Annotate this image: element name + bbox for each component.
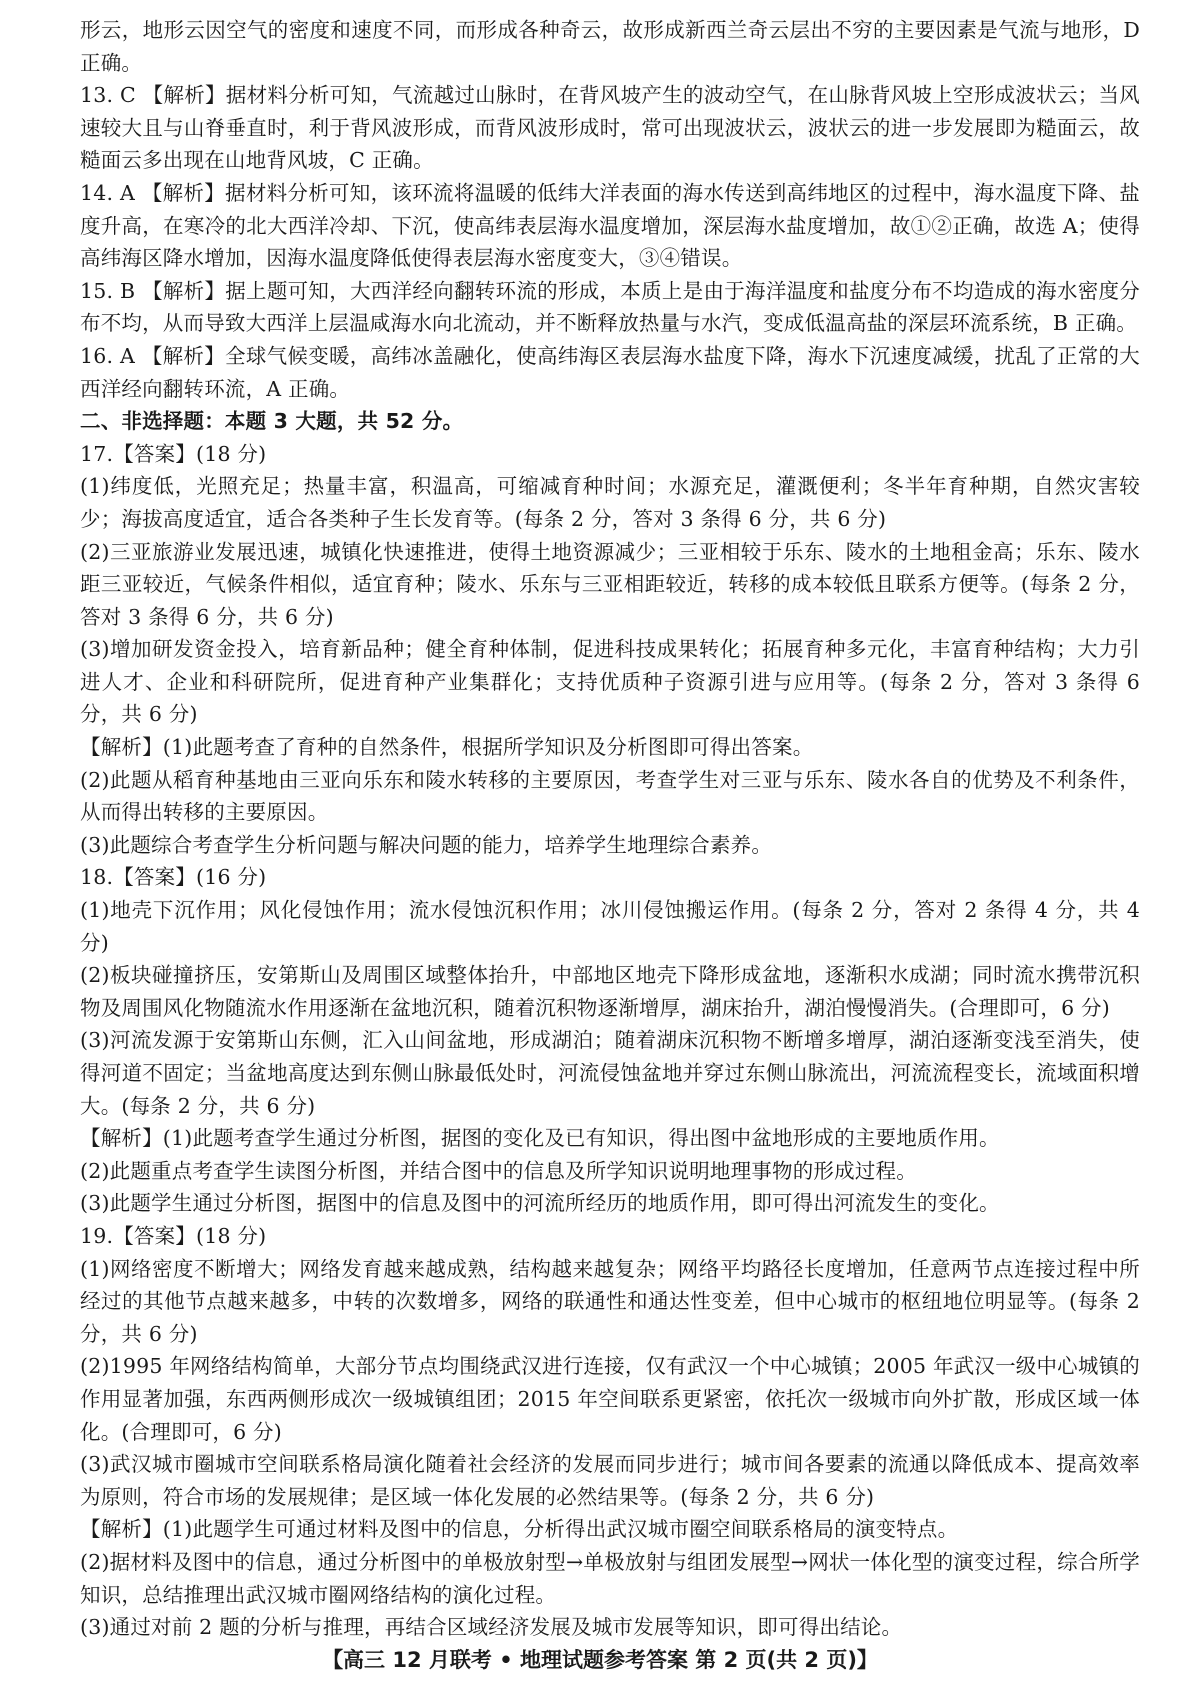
answer-12-continuation: 形云，地形云因空气的密度和速度不同，而形成各种奇云，故形成新西兰奇云层出不穷的主要因素是气流与地形，D 正确。: [80, 18, 1140, 75]
answer-19-part-2: (2)1995 年网络结构简单，大部分节点均围绕武汉进行连接，仅有武汉一个中心城镇；2005 年武汉一级中心城镇的作用显著加强，东西两侧形成次一级城镇组团；2015 年空间联系更紧密，依托次一级城市向外扩散，形成区域一体化。(合理即可，6 分): [80, 1354, 1140, 1444]
answer-18-part-1: (1)地壳下沉作用；风化侵蚀作用；流水侵蚀沉积作用；冰川侵蚀搬运作用。(每条 2 分，答对 2 条得 4 分，共 4 分): [80, 898, 1140, 955]
answer-16: 16. A 【解析】全球气候变暖，高纬冰盖融化，使高纬海区表层海水盐度下降，海水下沉速度减缓，扰乱了正常的大西洋经向翻转环流，A 正确。: [80, 343, 1140, 401]
answer-14: 14. A 【解析】据材料分析可知，该环流将温暖的低纬大洋表面的海水传送到高纬地区的过程中，海水温度下降、盐度升高，在寒冷的北大西洋冷却、下沉，使高纬表层海水温度增加，深层海水盐度增加，故①②正确，故选 A；使得高纬海区降水增加，因海水温度降低使得表层海水密度变大，③④错误。: [80, 180, 1140, 271]
answer-18-heading: 18.【答案】(16 分): [80, 865, 267, 890]
answer-19-part-1: (1)网络密度不断增大；网络发育越来越成熟，结构越来越复杂；网络平均路径长度增加，任意两节点连接过程中所经过的其他节点越来越多，中转的次数增多，网络的联通性和通达性变差，但中心城市的枢纽地位明显等。(每条 2 分，共 6 分): [80, 1256, 1140, 1346]
analysis-19-part-1: 【解析】(1)此题学生可通过材料及图中的信息，分析得出武汉城市圈空间联系格局的演变特点。: [80, 1517, 959, 1542]
page-footer: 【高三 12 月联考 • 地理试题参考答案 第 2 页(共 2 页)】: [322, 1648, 878, 1672]
answer-19-part-3: (3)武汉城市圈城市空间联系格局演化随着社会经济的发展而同步进行；城市间各要素的流通以降低成本、提高效率为原则，符合市场的发展规律；是区域一体化发展的必然结果等。(每条 2 分，共 6 分): [80, 1452, 1140, 1509]
answer-17-part-3: (3)增加研发资金投入，培育新品种；健全育种体制，促进科技成果转化；拓展育种多元化，丰富育种结构；大力引进人才、企业和科研院所，促进育种产业集群化；支持优质种子资源引进与应用等。(每条 2 分，答对 3 条得 6 分，共 6 分): [80, 637, 1140, 727]
answer-18-part-3: (3)河流发源于安第斯山东侧，汇入山间盆地，形成湖泊；随着湖床沉积物不断增多增厚，湖泊逐渐变浅至消失，使得河道不固定；当盆地高度达到东侧山脉最低处时，河流侵蚀盆地并穿过东侧山脉流出，河流流程变长，流域面积增大。(每条 2 分，共 6 分): [80, 1028, 1140, 1118]
analysis-17-part-2: (2)此题从稻育种基地由三亚向乐东和陵水转移的主要原因，考查学生对三亚与乐东、陵水各自的优势及不利条件，从而得出转移的主要原因。: [80, 767, 1140, 825]
answer-15: 15. B 【解析】据上题可知，大西洋经向翻转环流的形成，本质上是由于海洋温度和盐度分布不均造成的海水密度分布不均，从而导致大西洋上层温咸海水向北流动，并不断释放热量与水汽，变成低温高盐的深层环流系统，B 正确。: [80, 278, 1140, 336]
answer-content: [80, 14, 1140, 1644]
answer-13: 13. C 【解析】据材料分析可知，气流越过山脉时，在背风坡产生的波动空气，在山脉背风坡上空形成波状云；当风速较大且与山脊垂直时，利于背风波形成，而背风波形成时，常可出现波状云，波状云的进一步发展即为糙面云，故糙面云多出现在山地背风坡，C 正确。: [80, 83, 1140, 173]
answer-19-heading: 19.【答案】(18 分): [80, 1223, 267, 1248]
answer-17-part-2: (2)三亚旅游业发展迅速，城镇化快速推进，使得土地资源减少；三亚相较于乐东、陵水的土地租金高；乐东、陵水距三亚较近，气候条件相似，适宜育种；陵水、乐东与三亚相距较近，转移的成本较低且联系方便等。(每条 2 分，答对 3 条得 6 分，共 6 分): [80, 539, 1140, 629]
analysis-17-part-3: (3)此题综合考查学生分析问题与解决问题的能力，培养学生地理综合素养。: [80, 832, 773, 857]
analysis-18-part-3: (3)此题学生通过分析图，据图中的信息及图中的河流所经历的地质作用，即可得出河流发生的变化。: [80, 1191, 1000, 1216]
answer-17-heading: 17.【答案】(18 分): [80, 441, 267, 466]
section-heading: 二、非选择题：本题 3 大题，共 52 分。: [80, 409, 464, 434]
answer-17-part-1: (1)纬度低，光照充足；热量丰富，积温高，可缩减育种时间；水源充足，灌溉便利；冬半年育种期，自然灾害较少；海拔高度适宜，适合各类种子生长发育等。(每条 2 分，答对 3 条得 6 分，共 6 分): [80, 474, 1140, 531]
analysis-18-part-2: (2)此题重点考查学生读图分析图，并结合图中的信息及所学知识说明地理事物的形成过程。: [80, 1158, 917, 1183]
analysis-18-part-1: 【解析】(1)此题考查学生通过分析图，据图的变化及已有知识，得出图中盆地形成的主要地质作用。: [80, 1126, 1000, 1151]
analysis-19-part-3: (3)通过对前 2 题的分析与推理，再结合区域经济发展及城市发展等知识，即可得出结论。: [80, 1615, 903, 1640]
analysis-17-part-1: 【解析】(1)此题考查了育种的自然条件，根据所学知识及分析图即可得出答案。: [80, 735, 814, 760]
analysis-19-part-2: (2)据材料及图中的信息，通过分析图中的单极放射型→单极放射与组团发展型→网状一体化型的演变过程，综合所学知识，总结推理出武汉城市圈网络结构的演化过程。: [80, 1549, 1140, 1607]
answer-18-part-2: (2)板块碰撞挤压，安第斯山及周围区域整体抬升，中部地区地壳下降形成盆地，逐渐积水成湖；同时流水携带沉积物及周围风化物随流水作用逐渐在盆地沉积，随着沉积物逐渐增厚，湖床抬升，湖泊慢慢消失。(合理即可，6 分): [80, 963, 1140, 1020]
